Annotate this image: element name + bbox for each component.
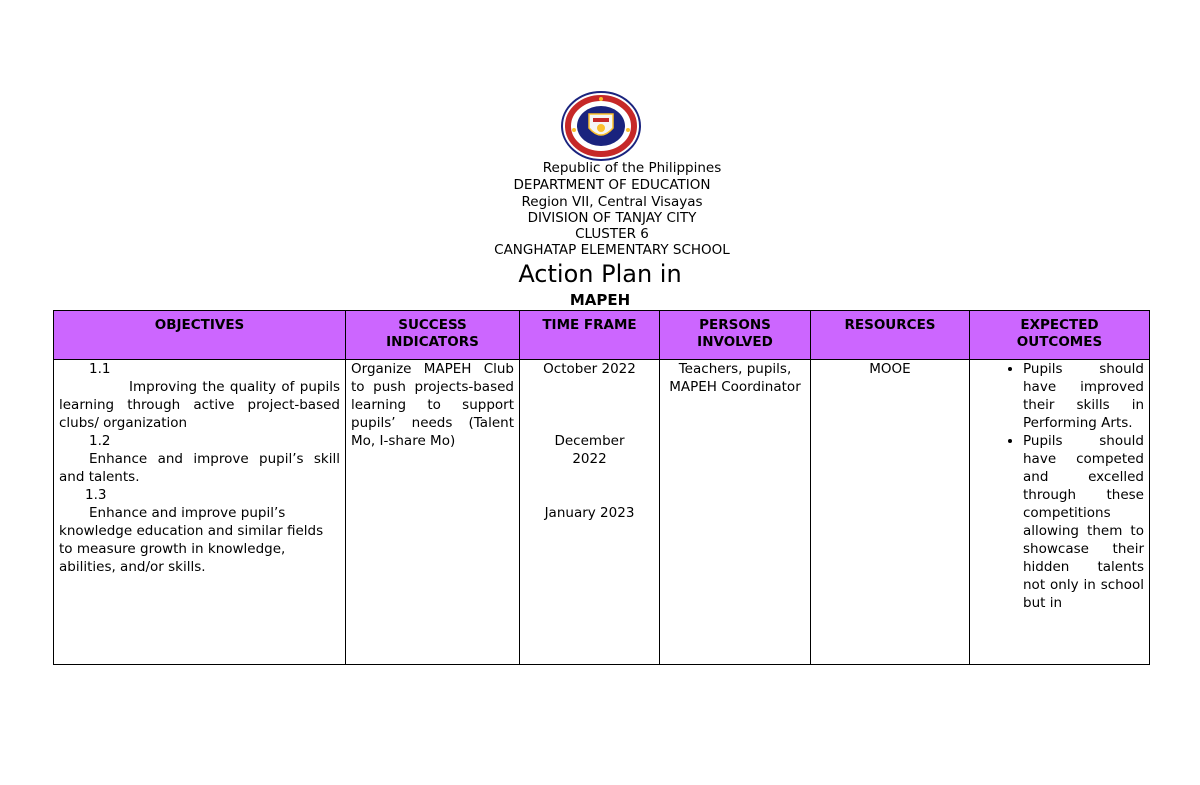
header-time-frame: TIME FRAME [520,311,660,360]
header-objectives: OBJECTIVES [54,311,346,360]
success-indicators-cell [346,360,520,665]
persons-involved-cell [660,360,811,665]
success-indicator-text: Organize MAPEH Club to push projects-based learning to support pupils’ needs (Talent Mo, I-share Mo) [351,361,514,449]
persons-involved-text: Teachers, pupils, MAPEH Coordinator [669,361,801,395]
header-persons-involved: PERSONS INVOLVED [660,311,811,360]
document-title: Action Plan in [518,260,682,288]
objective-text: Improving the quality of pupils learning through active project-based clubs/ organization [59,379,340,431]
deped-seal-logo [560,90,642,162]
document-subtitle: MAPEH [569,291,631,309]
objective-text: Enhance and improve pupil’s skill and talents. [59,451,340,485]
objective-text: Enhance and improve pupil’s knowledge education and similar fields to measure growth in knowledge, abilities, and/or skills. [59,505,324,575]
objective-number: 1.2 [89,433,111,449]
department-line: DEPARTMENT OF EDUCATION [513,177,711,193]
objectives-cell [54,360,346,665]
cluster-line: CLUSTER 6 [575,226,649,242]
time-frame-item: January 2023 [544,505,635,521]
school-line: CANGHATAP ELEMENTARY SCHOOL [494,242,730,258]
outcomes-list [975,360,1144,612]
header-expected-outcomes: EXPECTED OUTCOMES [970,311,1150,360]
header-resources: RESOURCES [811,311,970,360]
resources-cell [811,360,970,665]
republic-line: Republic of the Philippines [542,160,722,176]
objective-number: 1.1 [89,361,111,377]
time-frame-item: October 2022 [543,361,636,377]
division-line: DIVISION OF TANJAY CITY [527,210,697,226]
region-line: Region VII, Central Visayas [521,194,703,210]
objective-number: 1.3 [85,487,107,503]
action-plan-table [53,310,1150,665]
time-frame-spacer [525,468,654,504]
list-item: • Pupils should have competed and excelled through these competitions allowing them to showcase their hidden talents not only in school but in [1023,432,1144,612]
table-row [54,360,1150,665]
expected-outcomes-cell [970,360,1150,665]
time-frame-spacer [525,378,654,432]
time-frame-cell [520,360,660,665]
header-success-indicators: SUCCESS INDICATORS [346,311,520,360]
time-frame-item: December 2022 [554,433,625,467]
table-header-row [54,311,1150,360]
list-item: • Pupils should have improved their skills in Performing Arts. [1023,360,1144,432]
resources-text: MOOE [869,361,911,377]
